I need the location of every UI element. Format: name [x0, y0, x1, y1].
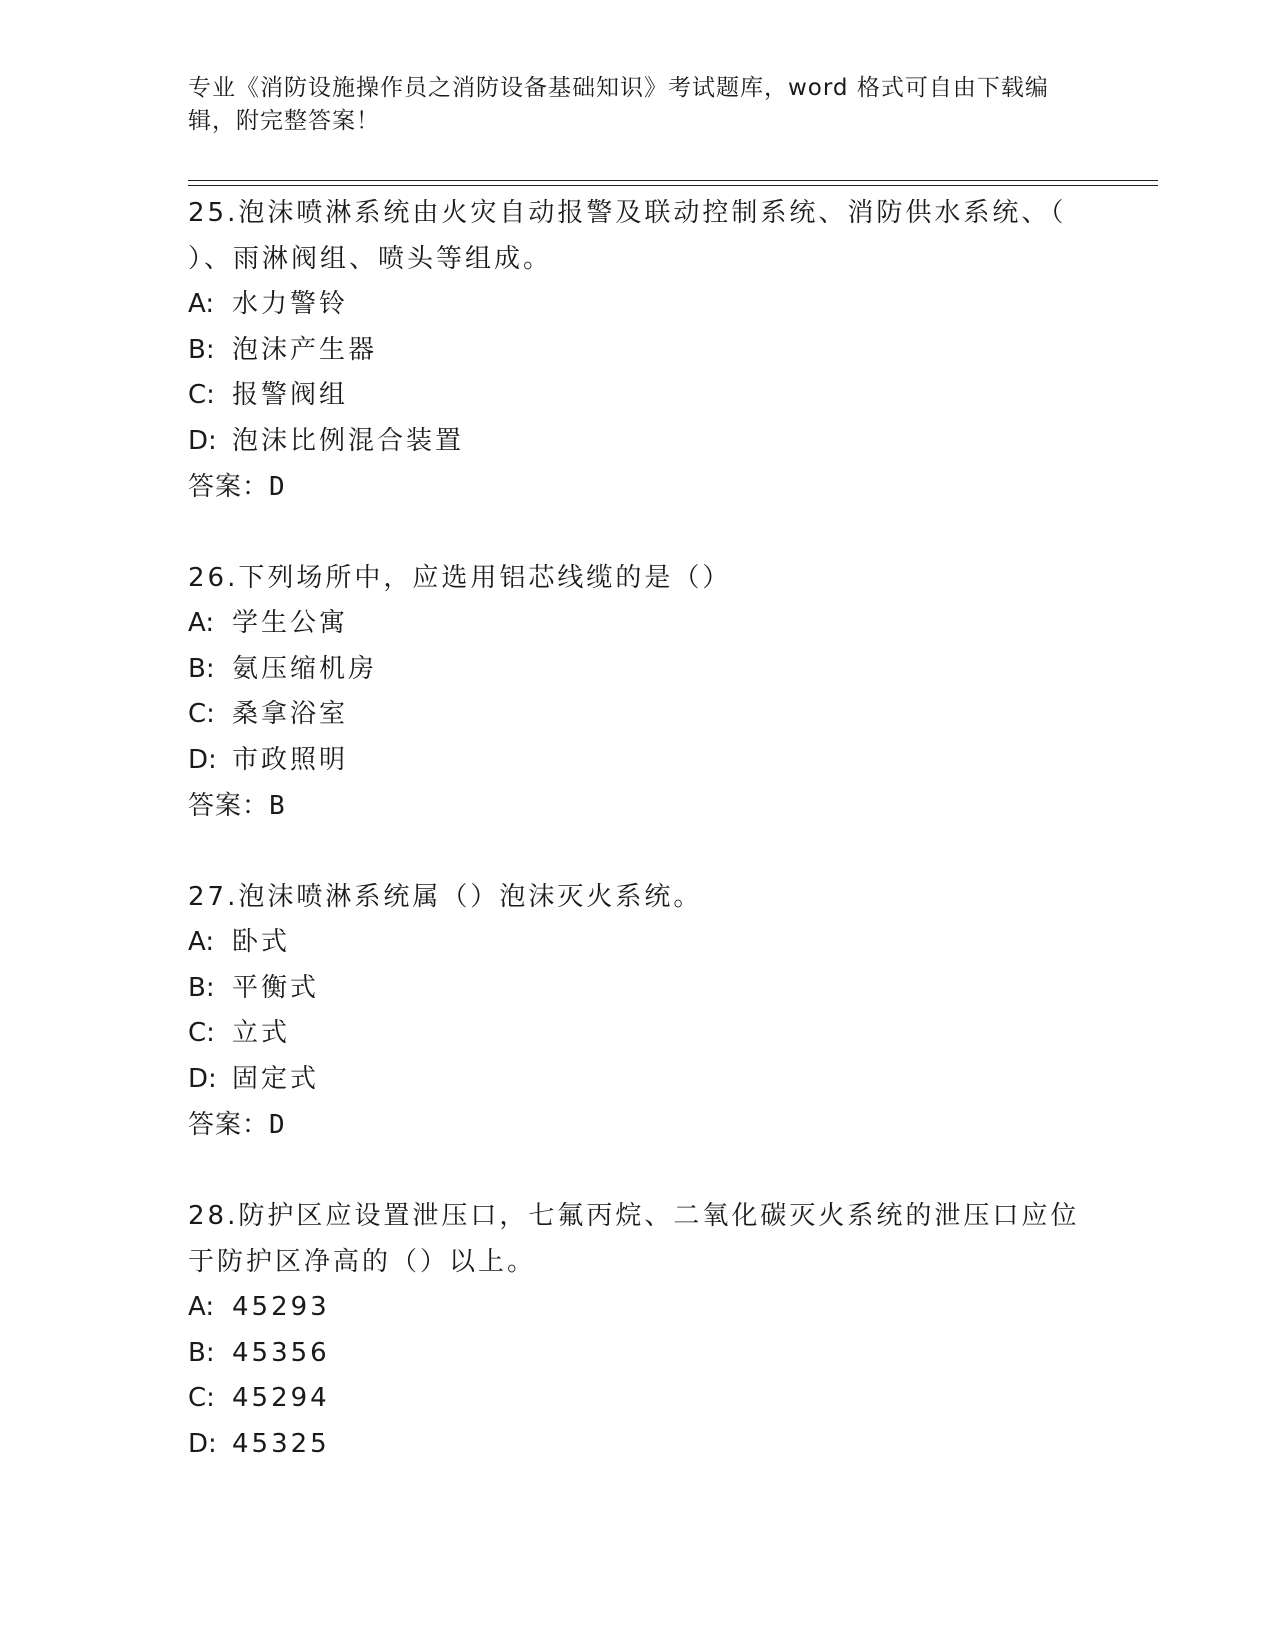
option-key: D: — [188, 425, 217, 456]
option-text: 报警阀组 — [232, 380, 349, 410]
option-key: C: — [188, 1018, 215, 1048]
option-key: A: — [188, 1292, 215, 1322]
option-text: 平衡式 — [232, 972, 320, 1003]
option-key: B: — [188, 972, 215, 1003]
option-text: 45293 — [232, 1292, 330, 1322]
answer-line — [188, 783, 1088, 829]
option-key: B: — [188, 1337, 215, 1368]
header-divider-top — [188, 180, 1158, 181]
option-text: 立式 — [232, 1018, 291, 1048]
answer-line — [188, 1102, 1088, 1148]
option-a — [188, 282, 1088, 328]
option-d — [188, 1422, 1088, 1468]
document-header — [188, 72, 1068, 138]
option-b — [188, 966, 1088, 1012]
option-key: A: — [188, 927, 215, 957]
option-d — [188, 419, 1088, 465]
answer-value: D — [269, 1110, 285, 1140]
option-c — [188, 1376, 1088, 1422]
option-key: C: — [188, 699, 215, 729]
question-text-line: ）、雨淋阀组、喷头等组成。 — [188, 244, 553, 274]
option-key: D: — [188, 1063, 217, 1094]
option-key: D: — [188, 1428, 217, 1459]
option-b — [188, 1331, 1088, 1377]
question-text-line: 26.下列场所中，应选用铝芯线缆的是（） — [188, 563, 732, 593]
option-key: C: — [188, 380, 215, 410]
option-key: A: — [188, 289, 215, 319]
option-d — [188, 1057, 1088, 1103]
option-key: C: — [188, 1383, 215, 1413]
question-text-line: 28.防护区应设置泄压口，七氟丙烷、二氧化碳灭火系统的泄压口应位 — [188, 1201, 1080, 1231]
header-line-1: 专业《消防设施操作员之消防设备基础知识》考试题库，word 格式可自由下载编 — [188, 75, 1049, 101]
option-a — [188, 920, 1088, 966]
question-list — [188, 190, 1088, 1512]
option-text: 卧式 — [232, 927, 291, 957]
answer-value: D — [269, 472, 285, 502]
option-text: 学生公寓 — [232, 608, 349, 638]
answer-label: 答案： — [188, 791, 270, 821]
header-line-2: 辑，附完整答案！ — [188, 108, 380, 134]
header-divider-bottom — [188, 185, 1158, 186]
answer-label: 答案： — [188, 1110, 270, 1140]
question-text-line: 25.泡沫喷淋系统由火灾自动报警及联动控制系统、消防供水系统、（ — [188, 198, 1067, 228]
answer-line — [188, 464, 1088, 510]
option-a — [188, 601, 1088, 647]
option-text: 45294 — [232, 1383, 330, 1413]
option-text: 氨压缩机房 — [232, 653, 378, 684]
question-27 — [188, 874, 1088, 1148]
question-text-line: 27.泡沫喷淋系统属（）泡沫灭火系统。 — [188, 882, 703, 912]
question-text-line: 于防护区净高的（）以上。 — [188, 1247, 537, 1277]
question-28 — [188, 1193, 1088, 1467]
question-25 — [188, 190, 1088, 510]
option-text: 固定式 — [232, 1063, 320, 1094]
option-c — [188, 1011, 1088, 1057]
option-text: 泡沫产生器 — [232, 334, 378, 365]
option-b — [188, 328, 1088, 374]
option-c — [188, 692, 1088, 738]
option-text: 45325 — [232, 1428, 330, 1459]
option-key: D: — [188, 744, 217, 775]
option-a — [188, 1285, 1088, 1331]
answer-label: 答案： — [188, 472, 270, 502]
option-c — [188, 373, 1088, 419]
option-text: 桑拿浴室 — [232, 699, 349, 729]
option-text: 泡沫比例混合装置 — [232, 425, 465, 456]
option-d — [188, 738, 1088, 784]
option-key: B: — [188, 334, 215, 365]
answer-value: B — [269, 791, 285, 821]
option-text: 市政照明 — [232, 744, 349, 775]
option-b — [188, 647, 1088, 693]
option-key: B: — [188, 653, 215, 684]
option-text: 45356 — [232, 1337, 330, 1368]
option-text: 水力警铃 — [232, 289, 349, 319]
option-key: A: — [188, 608, 215, 638]
question-26 — [188, 555, 1088, 829]
